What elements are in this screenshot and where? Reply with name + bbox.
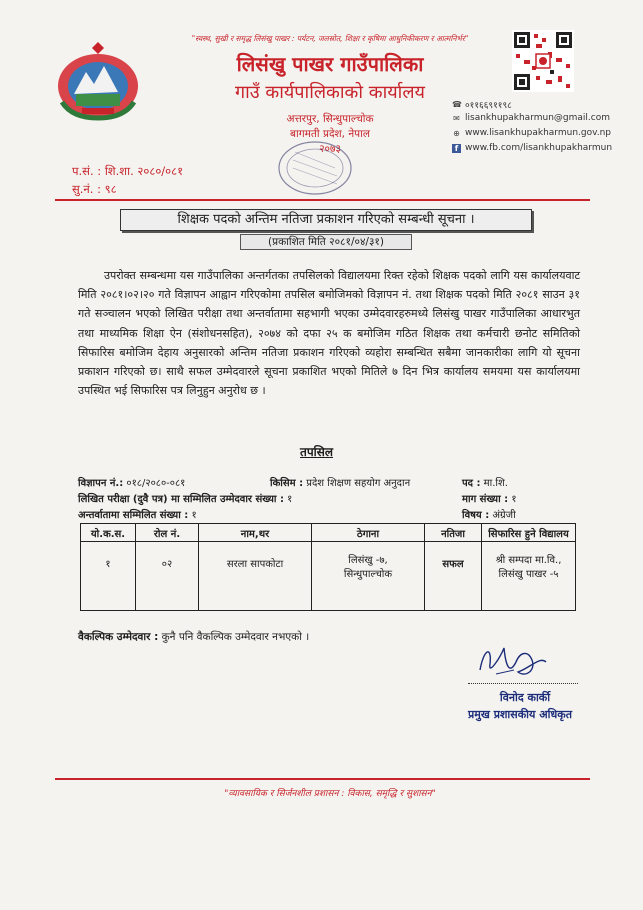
col-name: नाम,थर [199,524,312,542]
alternate-value: कुनै पनि वैकल्पिक उम्मेदवार नभएको । [161,631,310,643]
col-result: नतिजा [425,524,482,542]
table-header-row [81,524,576,542]
office-seal-stamp [275,138,355,198]
header-divider [55,199,590,201]
signature-line [468,683,578,684]
signatory-post: प्रमुख प्रशासकीय अधिकृत [468,708,572,721]
office-name: गाउँ कार्यपालिकाको कार्यालय [235,82,425,103]
likhit-pariksha [78,491,292,505]
nepal-emblem-logo [52,42,144,122]
likhit-value: १ [287,494,293,505]
email-icon: ✉ [453,113,460,123]
handwritten-signature [470,640,560,685]
facebook-contact[interactable] [452,143,612,153]
alternate-candidate [78,630,309,644]
notice-body: उपरोक्त सम्बन्धमा यस गाउँपालिका अन्तर्गतका तपसिलको विद्यालयमा रिक्त रहेको शिक्षक पदको लागि यस कार्यालयवाट मिति २०८१।०२।२० गते विज्ञापन आह्वान गरिएकोमा तपसिल बमोजिमको विज्ञापन नं. तथा शिक्षक पदको मिति २०८१ साउन ३१ गते सञ्चालन भएको लिखित परीक्षा तथा अन्तर्वातामा सहभागी भएका उम्मेदवारहरुमध्ये लिसंखु पाखर गाउँपालिका आधारभुत तथा माध्यमिक शिक्षा ऐन (संशोधनसहित), २०७४ को दफा २५ क बमोजिम गठित शिक्षक तथा कर्मचारी छनोट समितिको सिफारिस बमोजिम देहाय अनुसारको अन्तिम नतिजा प्रकाशन गरिएको व्यहोरा सम्बन्धित सबैमा जानकारीका लागि यो सूचना प्रकाशन गरिएको छ। साथै सफल उम्मेदवारले सूचना प्रकाशित भएको मितिले ७ दिन भित्र कार्यालय समयमा यस कार्यालयमा उपस्थित भई सिफारिस पत्र लिनुहुन अनुरोध छ । [78,269,580,398]
pad-label: पद : [462,478,481,489]
kisim-label: किसिम : [270,478,304,489]
address-line-1: अत्तरपुर, सिन्धुपाल्चोक [286,113,374,125]
kisim [270,475,410,489]
tapsil-heading: तपसिल [300,445,334,459]
cell-school [482,542,576,611]
chalani-label: सु.नं. : [72,182,101,196]
footer-slogan: "व्यावसायिक र सिर्जनशील प्रशासन : विकास, समृद्धि र सुशासन" [224,789,436,799]
likhit-label: लिखित परीक्षा (दुवै पत्र) मा सम्मिलित उम्मेदवार संख्या : [78,494,284,505]
address-line-a: लिसंखु -७, [348,555,388,566]
alternate-label: वैकल्पिक उम्मेदवार : [78,631,159,643]
vishay-value: अंग्रेजी [492,510,516,521]
header-slogan: "स्वस्थ, सुखी र समृद्ध लिसंखु पाखर : पर्यटन, जलस्रोत, शिक्षा र कृषिमा आधुनिकीकरण र आत्मनिर्भर" [191,34,469,43]
vigyapan-value: ०१८/२०८०-०८१ [126,478,186,489]
antarvarta-label: अन्तर्वातामा सम्मिलित संख्या : [78,510,189,521]
website-contact[interactable] [452,128,611,138]
vishay [462,507,516,521]
published-date: (प्रकाशित मिति २०८१/०४/३१) [240,234,412,250]
school-line-a: श्री सम्पदा मा.वि., [495,555,562,566]
cell-roll: ०२ [136,542,199,611]
antarvarta-value: १ [191,510,197,521]
phone-number: ०११६६९११९८ [465,101,512,111]
facebook-link[interactable]: www.fb.com/lisankhupakharmun [465,143,613,153]
established-year: २०७३ [319,143,341,155]
cell-result: सफल [425,542,482,611]
table-row [81,542,576,611]
col-address: ठेगाना [312,524,425,542]
notice-title: शिक्षक पदको अन्तिम नतिजा प्रकाशन गरिएको सम्बन्धी सूचना । [120,209,532,231]
cell-address [312,542,425,611]
phone-icon: ☎ [452,100,462,109]
cell-sn: १ [81,542,136,611]
qr-code [512,30,574,92]
footer-divider [55,778,590,780]
vishay-label: विषय : [462,510,490,521]
municipality-name: लिसंखु पाखर गाउँपालिका [236,52,424,76]
pad-value: मा.शि. [483,478,508,489]
email-contact[interactable] [452,113,610,123]
website-link[interactable]: www.lisankhupakharmun.gov.np [465,128,612,138]
patra-value: शि.शा. २०८०/०८१ [104,164,184,178]
address-line-2: बागमती प्रदेश, नेपाल [290,128,370,140]
col-roll: रोल नं. [136,524,199,542]
facebook-icon: f [452,144,461,153]
results-table [80,523,576,611]
kisim-value: प्रदेश शिक्षण सहयोग अनुदान [306,478,411,489]
antarvarta-sankhya [78,507,197,521]
chalani-number [72,182,117,197]
vigyapan-label: विज्ञापन नं.: [78,478,124,489]
col-sn: यो.क.स. [81,524,136,542]
phone-contact [452,98,512,111]
school-line-b: लिसंखु पाखर -५ [498,569,559,580]
col-school: सिफारिस हुने विद्यालय [482,524,576,542]
patra-sankhya [72,164,183,179]
pad [462,475,508,489]
globe-icon: ⊕ [453,128,460,138]
cell-name: सरला सापकोटा [199,542,312,611]
address-line-b: सिन्धुपाल्चोक [343,569,393,580]
maag-sankhya [462,491,517,505]
maag-label: माग संख्या : [462,494,509,505]
signatory-name: विनोद कार्की [499,691,551,704]
chalani-value: ९८ [104,182,117,196]
email-address[interactable]: lisankhupakharmun@gmail.com [465,113,610,123]
vigyapan-number [78,475,185,489]
patra-label: प.सं. : [72,164,102,178]
maag-value: १ [511,494,517,505]
